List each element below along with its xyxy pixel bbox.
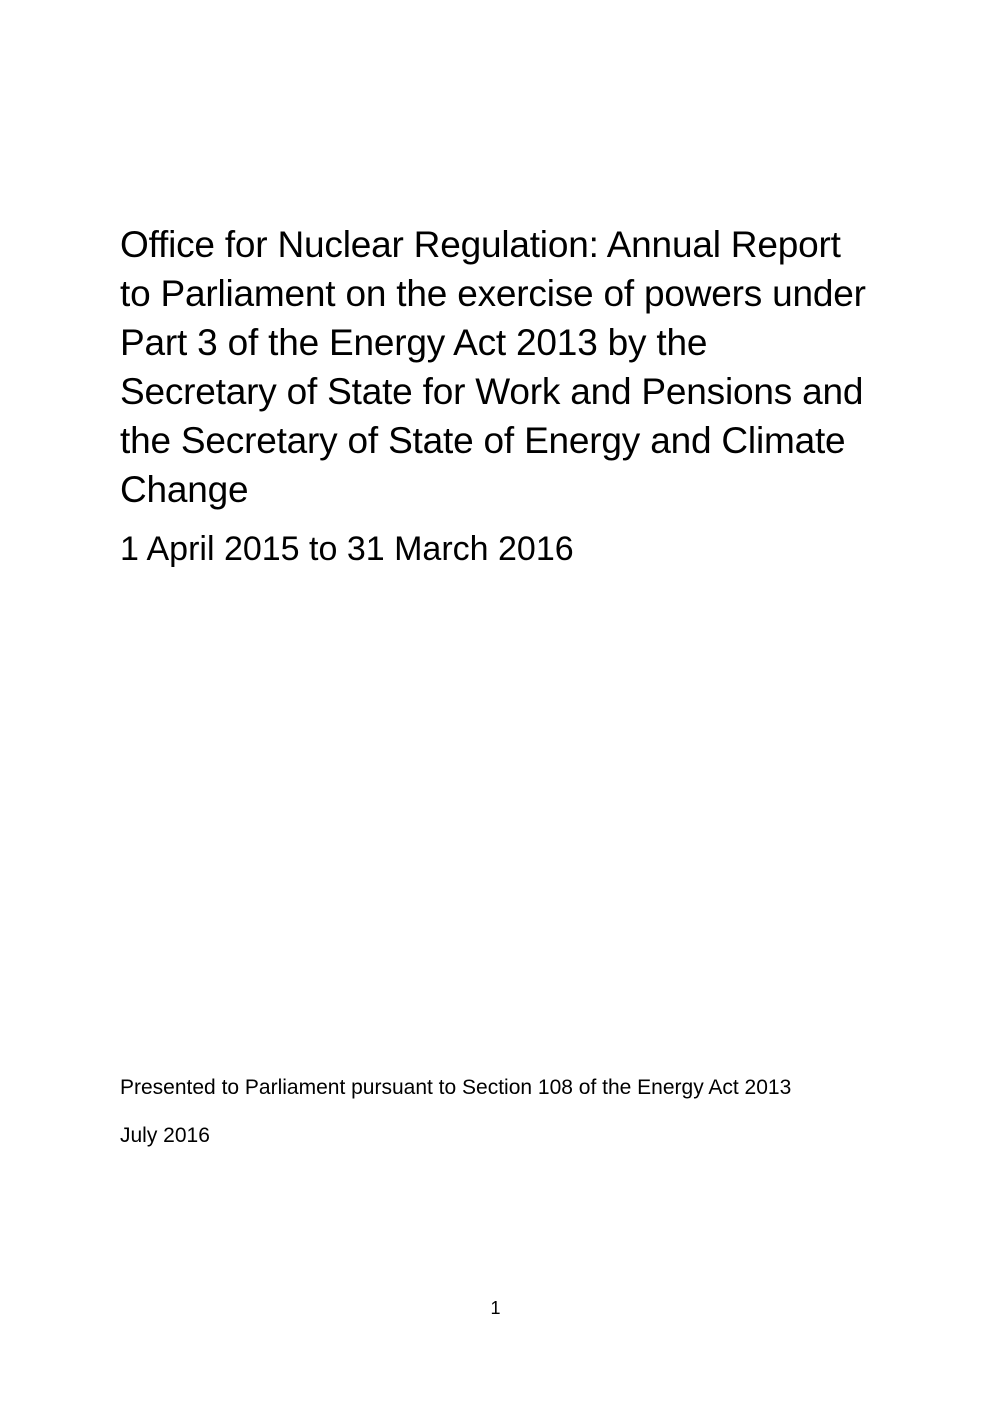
title-line: Office for Nuclear Regulation: Annual Report	[120, 224, 841, 265]
title-line: Secretary of State for Work and Pensions and	[120, 371, 864, 412]
title-line: Part 3 of the Energy Act 2013 by the	[120, 322, 708, 363]
title-line: the Secretary of State of Energy and Climate	[120, 420, 846, 461]
reporting-period: 1 April 2015 to 31 March 2016	[120, 530, 574, 568]
presented-statement: Presented to Parliament pursuant to Section 108 of the Energy Act 2013	[120, 1076, 792, 1099]
title-line: to Parliament on the exercise of powers under	[120, 273, 866, 314]
page-number: 1	[490, 1298, 501, 1318]
document-title	[120, 220, 900, 514]
title-line: Change	[120, 469, 249, 510]
publication-date: July 2016	[120, 1124, 210, 1147]
